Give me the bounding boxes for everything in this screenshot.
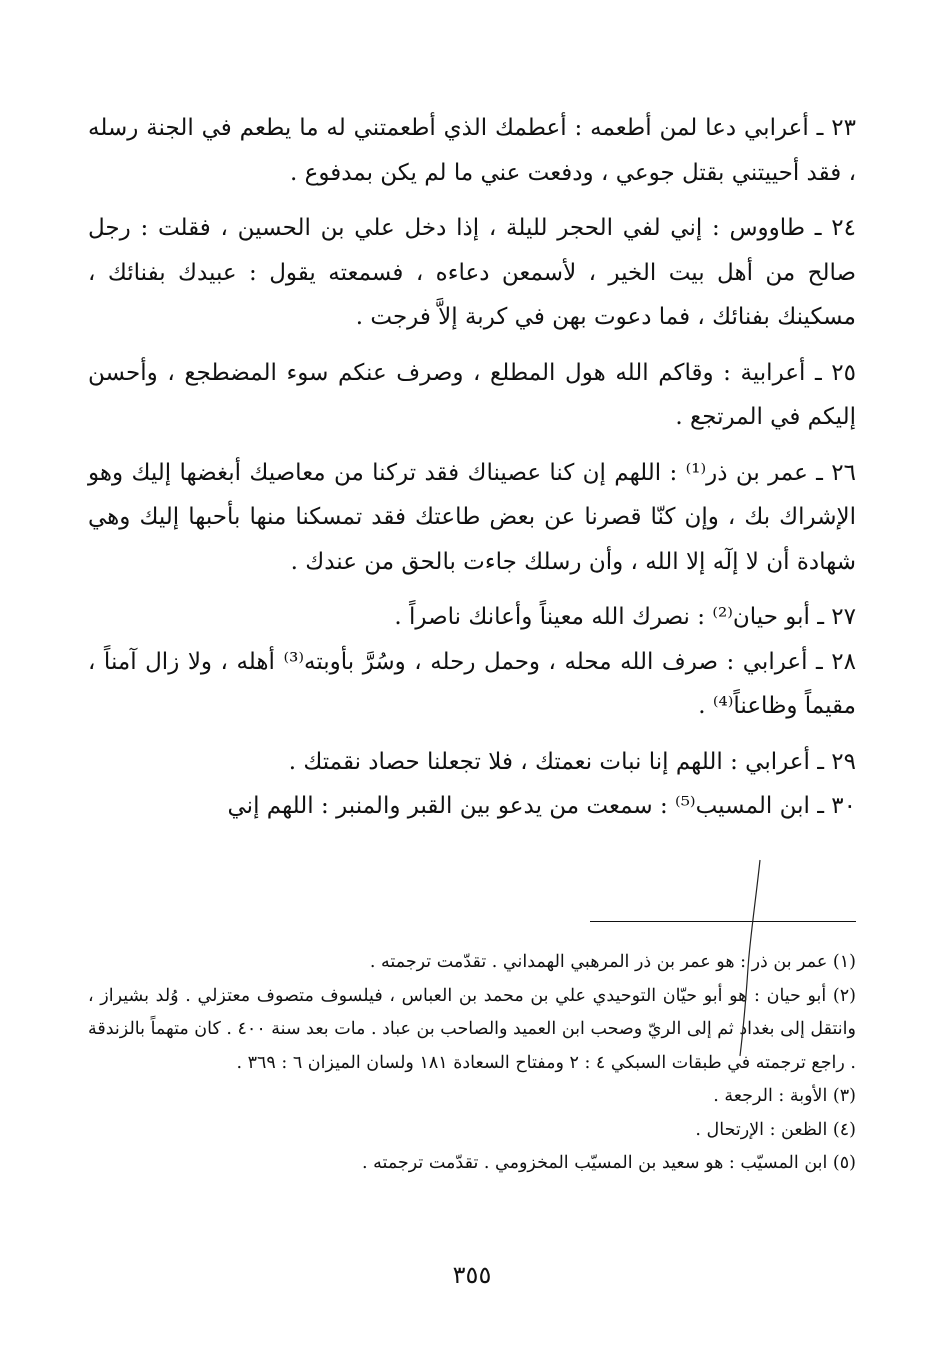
page-number: ٣٥٥	[452, 1261, 492, 1289]
footnote-2: (٢) أبو حيان : هو أبو حيّان التوحيدي علي بن محمد بن العباس ، فيلسوف متصوف معتزلي . وُلد بشيراز ، وانتقل إلى بغداد ثم إلى الريّ وصحب ابن العميد والصاحب بن عباد . مات بعد سنة ٤٠٠ . كان متهماً بالزندقة . راجع ترجمته في طبقات السبكي ٤ : ٢ ومفتاح السعادة ١٨١ ولسان الميزان ٦ : ٣٦٩ .	[88, 985, 856, 1073]
paragraph-30: ٣٠ ـ ابن المسيب⁽⁵⁾ : سمعت من يدعو بين القبر والمنبر : اللهم إني	[227, 793, 856, 819]
paragraph-24: ٢٤ ـ طاووس : إني لفي الحجر لليلة ، إذا دخل علي بن الحسين ، فقلت : رجل صالح من أهل بيت الخير ، لأسمعن دعاءه ، فسمعته يقول : عبيدك بفنائك ، مسكينك بفنائك ، فما دعوت بهن في كربة إلاَّ فرجت .	[88, 215, 856, 330]
main-text-body	[88, 106, 856, 829]
paragraph-27: ٢٧ ـ أبو حيان⁽²⁾ : نصرك الله معيناً وأعانك ناصراً .	[394, 604, 856, 630]
footnote-3: (٣) الأوبة : الرجعة .	[713, 1086, 856, 1106]
footnote-4: (٤) الظعن : الإرتحال .	[695, 1119, 856, 1140]
paragraph-23: ٢٣ ـ أعرابي دعا لمن أطعمه : أعطمك الذي أطعمتني له ما يطعم في الجنة رسله ، فقد أحييتني بقتل جوعي ، ودفعت عني ما لم يكن بمدفوع .	[88, 115, 856, 186]
pen-mark-stroke	[736, 858, 766, 1058]
footnote-1: (١) عمر بن ذر : هو عمر بن ذر المرهبي الهمداني . تقدّمت ترجمته .	[369, 952, 856, 972]
footnote-5: (٥) ابن المسيّب : هو سعيد بن المسيّب المخزومي . تقدّمت ترجمته .	[362, 1153, 856, 1173]
footnote-separator-rule	[590, 921, 856, 922]
paragraph-28: ٢٨ ـ أعرابي : صرف الله محله ، وحمل رحله ، وسُرَّ بأوبته⁽³⁾ أهله ، ولا زال آمناً ، مقيماً وظاعناً⁽⁴⁾ .	[88, 648, 856, 719]
paragraph-25: ٢٥ ـ أعرابية : وقاكم الله هول المطلع ، وصرف عنكم سوء المضطجع ، وأحسن إليكم في المرتجع .	[88, 359, 856, 430]
paragraph-29: ٢٩ ـ أعرابي : اللهم إنا نبات نعمتك ، فلا تجعلنا حصاد نقمتك .	[288, 748, 856, 775]
paragraph-26: ٢٦ ـ عمر بن ذر⁽¹⁾ : اللهم إن كنا عصيناك فقد تركنا من معاصيك أبغضها إليك وهو الإشراك بك ، وإن كنّا قصرنا عن بعض طاعتك فقد تمسكنا منها بأحبها إليك وهي شهادة أن لا إلٓه إلا الله ، وأن رسلك جاءت بالحق من عندك .	[88, 459, 856, 575]
